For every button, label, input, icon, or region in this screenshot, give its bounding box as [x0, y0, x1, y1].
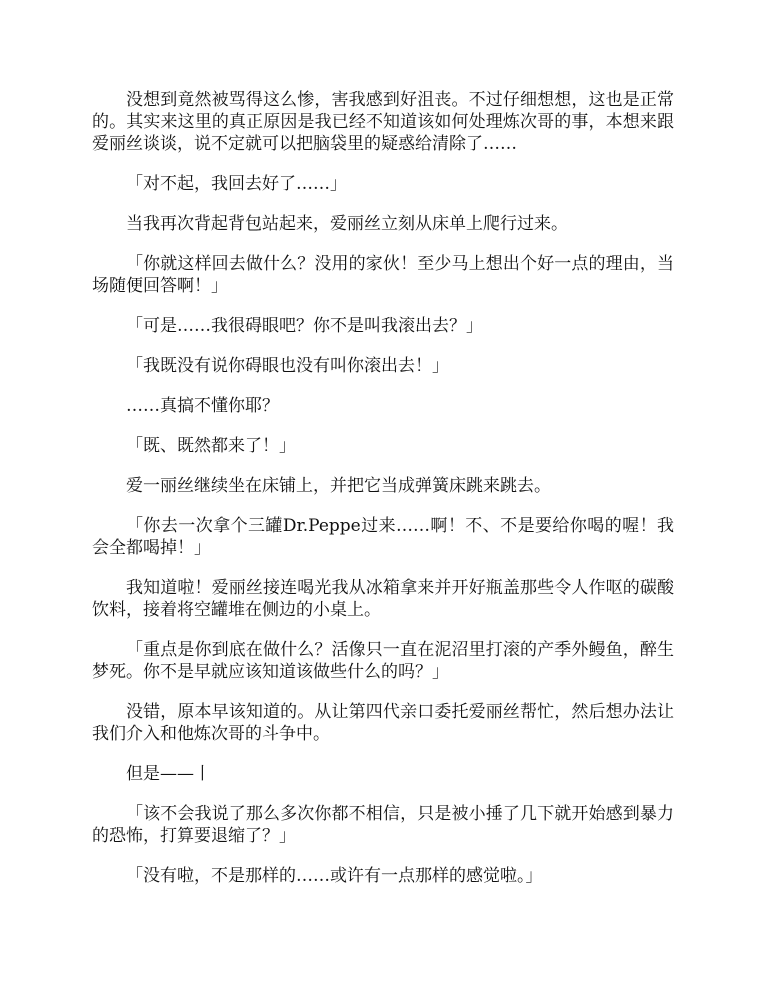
paragraph: 当我再次背起背包站起来，爱丽丝立刻从床单上爬行过来。 — [126, 214, 568, 234]
paragraph: 「重点是你到底在做什么？活像只一直在泥沼里打滚的产季外鳗鱼，醉生梦死。你不是早就应该知道该做些什么的吗？」 — [92, 640, 674, 682]
paragraph: 「你去一次拿个三罐Dr.Peppe过来……啊！不、不是要给你喝的喔！我会全都喝掉！」 — [92, 516, 674, 558]
paragraph: ……真搞不懂你耶？ — [126, 396, 279, 416]
paragraph: 「你就这样回去做什么？没用的家伙！至少马上想出个好一点的理由，当场随便回答啊！」 — [92, 254, 674, 296]
paragraph: 爱一丽丝继续坐在床铺上，并把它当成弹簧床跳来跳去。 — [126, 476, 551, 496]
paragraph: 「没有啦，不是那样的……或许有一点那样的感觉啦。」 — [126, 866, 543, 886]
paragraph: 没想到竟然被骂得这么惨，害我感到好沮丧。不过仔细想想，这也是正常的。其实来这里的真正原因是我已经不知道该如何处理炼次哥的事，本想来跟爱丽丝谈谈，说不定就可以把脑袋里的疑惑给清除了…… — [92, 90, 674, 154]
paragraph: 「该不会我说了那么多次你都不相信，只是被小捶了几下就开始感到暴力的恐怖，打算要退缩了？」 — [92, 804, 674, 846]
paragraph: 「可是……我很碍眼吧？你不是叫我滚出去？」 — [126, 316, 483, 336]
paragraph: 「既、既然都来了！」 — [126, 436, 296, 456]
paragraph: 没错，原本早该知道的。从让第四代亲口委托爱丽丝帮忙，然后想办法让我们介入和他炼次哥的斗争中。 — [92, 702, 674, 744]
document-page — [92, 89, 674, 905]
paragraph: 我知道啦！爱丽丝接连喝光我从冰箱拿来并开好瓶盖那些令人作呕的碳酸饮料，接着将空罐堆在侧边的小桌上。 — [92, 578, 674, 620]
paragraph: 「对不起，我回去好了……」 — [126, 174, 347, 194]
paragraph: 「我既没有说你碍眼也没有叫你滚出去！」 — [126, 356, 449, 376]
paragraph: 但是——丨 — [126, 764, 211, 784]
